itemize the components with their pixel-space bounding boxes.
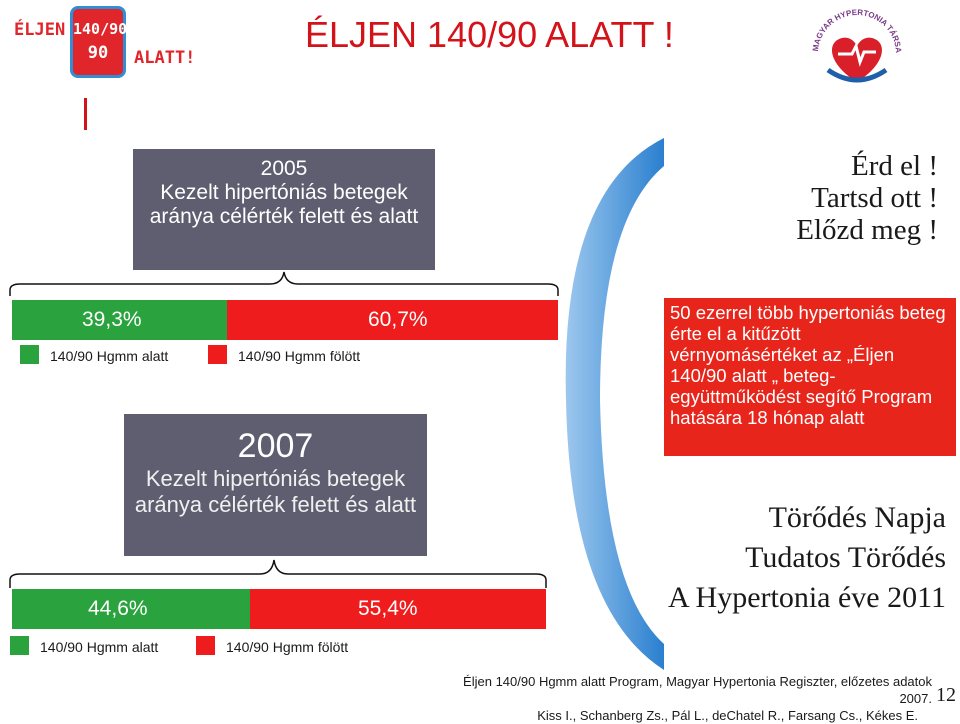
logo-panel-top: 140/90	[73, 20, 128, 38]
legend-2007-folott-text: 140/90 Hgmm fölött	[226, 639, 349, 655]
logo-panel-bottom: 90	[87, 43, 109, 63]
legend-2007-alatt-swatch	[10, 636, 29, 655]
box-2005-year: 2005	[260, 157, 308, 180]
bar-2005-alatt-label: 39,3%	[82, 308, 142, 331]
legend-2007-folott-swatch	[196, 636, 215, 655]
heart-seal-icon	[808, 8, 906, 94]
title-tick	[84, 98, 87, 130]
logo-text-eljen: ÉLJEN	[14, 20, 66, 40]
care-line-2: Tudatos Törődés	[745, 541, 946, 574]
footer-line-2: Kiss I., Schanberg Zs., Pál L., deChatel R., Farsang Cs., Kékes E.	[537, 708, 918, 723]
legend-2005-folott-swatch	[208, 345, 227, 364]
legend-2005-folott-text: 140/90 Hgmm fölött	[238, 348, 361, 364]
legend-2005-alatt-swatch	[20, 345, 39, 364]
logo-panel	[70, 6, 126, 78]
bar-2007-folott-label: 55,4%	[358, 597, 418, 620]
footer-line-1: Éljen 140/90 Hgmm alatt Program, Magyar Hypertonia Regiszter, előzetes adatok 2007.	[463, 674, 932, 706]
bar-2005-folott-label: 60,7%	[368, 308, 428, 331]
care-line-1: Törődés Napja	[768, 501, 946, 534]
svg-text:MAGYAR HYPERTONIA TÁRSASÁG: MAGYAR HYPERTONIA TÁRSA	[811, 8, 904, 54]
slogan-line-1: Érd el !	[851, 150, 938, 182]
legend-2005-alatt-text: 140/90 Hgmm alatt	[50, 348, 169, 364]
box-2007	[124, 414, 427, 556]
footer-source	[440, 673, 932, 724]
hypertonia-society-logo	[808, 8, 906, 94]
bar-2007	[12, 589, 546, 629]
slogan-line-3: Előzd meg !	[796, 214, 938, 246]
logo-text-alatt: ALATT!	[134, 48, 196, 68]
brace-2005	[0, 268, 960, 298]
box-2005-text: Kezelt hipertóniás betegek aránya célérték felett és alatt	[149, 181, 419, 228]
bar-2005	[12, 300, 558, 340]
box-2007-text: Kezelt hipertóniás betegek aránya célérték felett és alatt	[134, 466, 417, 517]
result-box: 50 ezerrel több hypertoniás beteg érte el a kitűzött vérnyomásértéket az „Éljen 140/90 alatt „ beteg-együttműködést segítő Program hatására 18 hónap alatt	[664, 298, 956, 456]
bar-2007-alatt-label: 44,6%	[88, 597, 148, 620]
page-title: ÉLJEN 140/90 ALATT !	[305, 14, 674, 55]
box-2005	[133, 149, 435, 270]
care-line-3: A Hypertonia éve 2011	[668, 581, 946, 614]
box-2007-year: 2007	[237, 427, 314, 465]
legend-2007-alatt-text: 140/90 Hgmm alatt	[40, 639, 159, 655]
slogan-line-2: Tartsd ott !	[811, 182, 938, 214]
care-text	[620, 498, 946, 618]
page-number: 12	[936, 684, 956, 706]
slogan	[760, 150, 938, 246]
eljen-logo	[10, 6, 196, 82]
